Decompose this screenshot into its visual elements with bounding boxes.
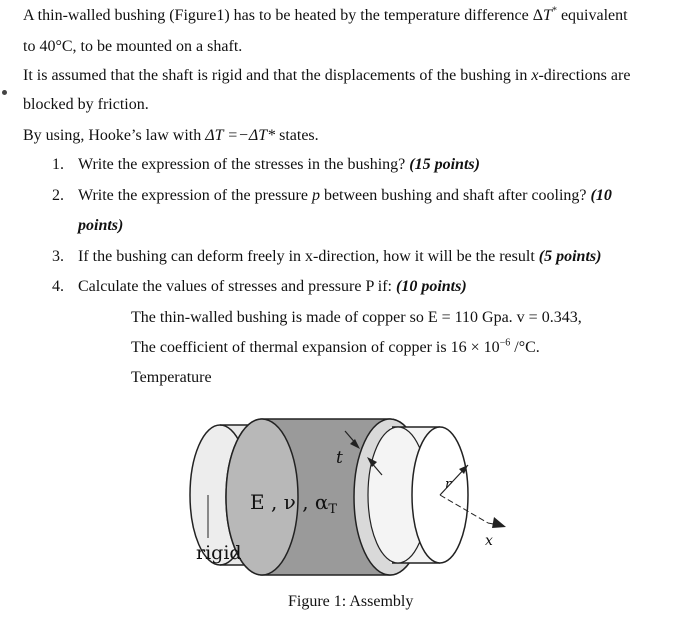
bushing-params: E , ν , $\alpha_T$ (250, 490, 338, 517)
margin-dot (2, 90, 7, 95)
list-item-4: 4. Calculate the values of stresses and pressure P if: (10 points) (52, 278, 467, 295)
axis-label: x (485, 533, 493, 549)
figure-caption: Figure 1: Assembly (288, 593, 414, 610)
paragraph2-line2: blocked by friction. (23, 96, 149, 113)
list-item-3: 3. If the bushing can deform freely in x-direction, how it will be the result (5 points) (52, 248, 602, 265)
data-line-1: The thin-walled bushing is made of copper so E = 110 Gpa. v = 0.343, (131, 309, 582, 326)
data-line-2: The coefficient of thermal expansion of copper is $16 \times 10^{-6}$ /°C. (131, 337, 540, 356)
rigid-label: rigid (196, 542, 242, 564)
list-item-1: 1. Write the expression of the stresses in the bushing? (15 points) (52, 156, 480, 173)
data-line-3: Temperature (131, 369, 212, 386)
assembly-figure (170, 405, 520, 585)
paragraph2-line1: It is assumed that the shaft is rigid and that the displacements of the bushing in x-directions are (23, 67, 631, 84)
paragraph1-line2: to 40°C, to be mounted on a shaft. (23, 38, 243, 55)
thickness-label: t (336, 448, 343, 468)
list-item-2: 2. Write the expression of the pressure p between bushing and shaft after cooling? (10 (52, 187, 612, 204)
paragraph3: By using, Hooke’s law with ΔT =−ΔT* states. (23, 127, 319, 144)
paragraph1-line1: A thin-walled bushing (Figure1) has to be heated by the temperature difference ΔT* equivalent (23, 5, 628, 24)
list-item-2-cont: points) (78, 217, 124, 234)
radius-label: r (445, 477, 452, 492)
